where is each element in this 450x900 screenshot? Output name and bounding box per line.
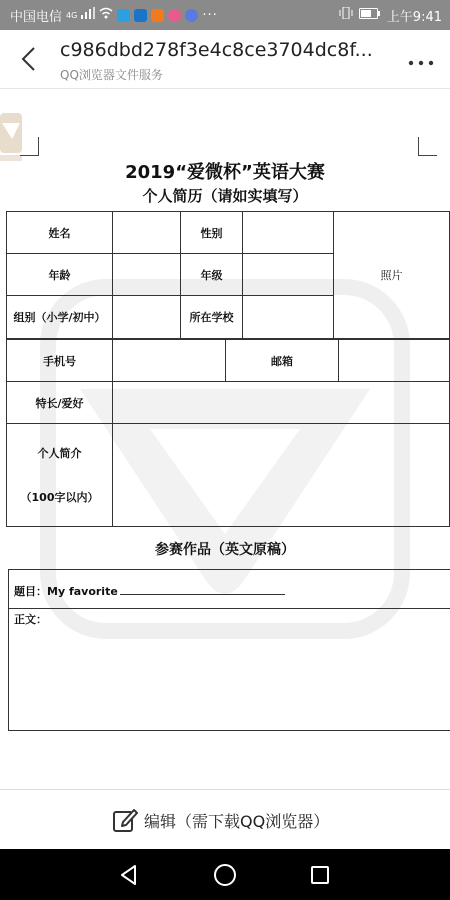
school-value-cell (242, 295, 334, 339)
battery-icon (359, 8, 381, 23)
photo-cell: 照片 (333, 211, 450, 339)
intro-label: 个人简介 (37, 447, 82, 460)
essay-divider (8, 608, 450, 609)
crop-mark-left (20, 137, 39, 156)
intro-limit-label: （100字以内） (20, 491, 99, 504)
network-label: 4G (66, 10, 78, 20)
nav-recents-icon[interactable] (307, 862, 333, 888)
school-label: 所在学校 (180, 295, 243, 339)
clock: 上午9:41 (386, 9, 442, 25)
hobby-value-cell (112, 381, 450, 424)
group-label: 组别（小学/初中） (6, 295, 113, 339)
edit-bar (0, 789, 450, 850)
more-notifications-indicator: ··· (202, 7, 218, 23)
book-notification-icon (134, 9, 147, 22)
document-subtitle: 个人简历（请如实填写） (142, 187, 308, 205)
document-title: 2019“爱微杯”英语大赛 (125, 162, 325, 183)
essay-topic (14, 583, 285, 599)
file-title: c986dbd278f3e4c8ce3704dc8f... (60, 39, 373, 61)
edit-icon (112, 807, 138, 833)
vibrate-icon (339, 7, 353, 23)
crop-mark-right (418, 137, 437, 156)
app-notification-icon (117, 9, 130, 22)
video-notification-icon (151, 9, 164, 22)
navigation-bar (0, 849, 450, 900)
qq-notification-icon (185, 9, 198, 22)
wifi-icon (99, 7, 113, 23)
intro-value-cell (112, 423, 450, 527)
edit-button[interactable] (112, 806, 329, 834)
phone-label: 手机号 (6, 339, 113, 382)
app-header (0, 30, 450, 89)
status-bar (0, 0, 450, 30)
age-label: 年龄 (6, 253, 113, 296)
gender-value-cell (242, 211, 334, 254)
essay-body-label: 正文： (14, 613, 47, 626)
status-left (10, 0, 218, 30)
group-value-cell (112, 295, 181, 339)
back-button[interactable] (16, 44, 44, 74)
hobby-label: 特长/爱好 (6, 381, 113, 424)
essay-topic-label: 题目：My favorite (14, 585, 118, 598)
browser-notification-icon (168, 9, 181, 22)
intro-label-cell (6, 423, 113, 527)
brand-logo-icon (0, 113, 22, 163)
gender-label: 性别 (180, 211, 243, 254)
name-label: 姓名 (6, 211, 113, 254)
carrier-label: 中国电信 (10, 9, 63, 25)
grade-label: 年级 (180, 253, 243, 296)
age-value-cell (112, 253, 181, 296)
entry-section-title: 参赛作品（英文原稿） (155, 542, 295, 558)
phone-value-cell (112, 339, 226, 382)
file-service-subtitle: QQ浏览器文件服务 (60, 68, 163, 82)
more-dots-icon (408, 59, 434, 67)
nav-back-icon[interactable] (116, 862, 142, 888)
name-value-cell (112, 211, 181, 254)
email-label: 邮箱 (225, 339, 339, 382)
document-viewer[interactable] (0, 89, 450, 789)
email-value-cell (338, 339, 450, 382)
edit-button-label: 编辑（需下载QQ浏览器） (144, 811, 330, 831)
grade-value-cell (242, 253, 334, 296)
signal-icon (81, 7, 95, 23)
back-arrow-icon (16, 44, 44, 74)
status-right (339, 0, 442, 30)
nav-home-icon[interactable] (212, 862, 238, 888)
essay-topic-underline (120, 594, 285, 595)
more-menu-button[interactable] (408, 48, 434, 73)
